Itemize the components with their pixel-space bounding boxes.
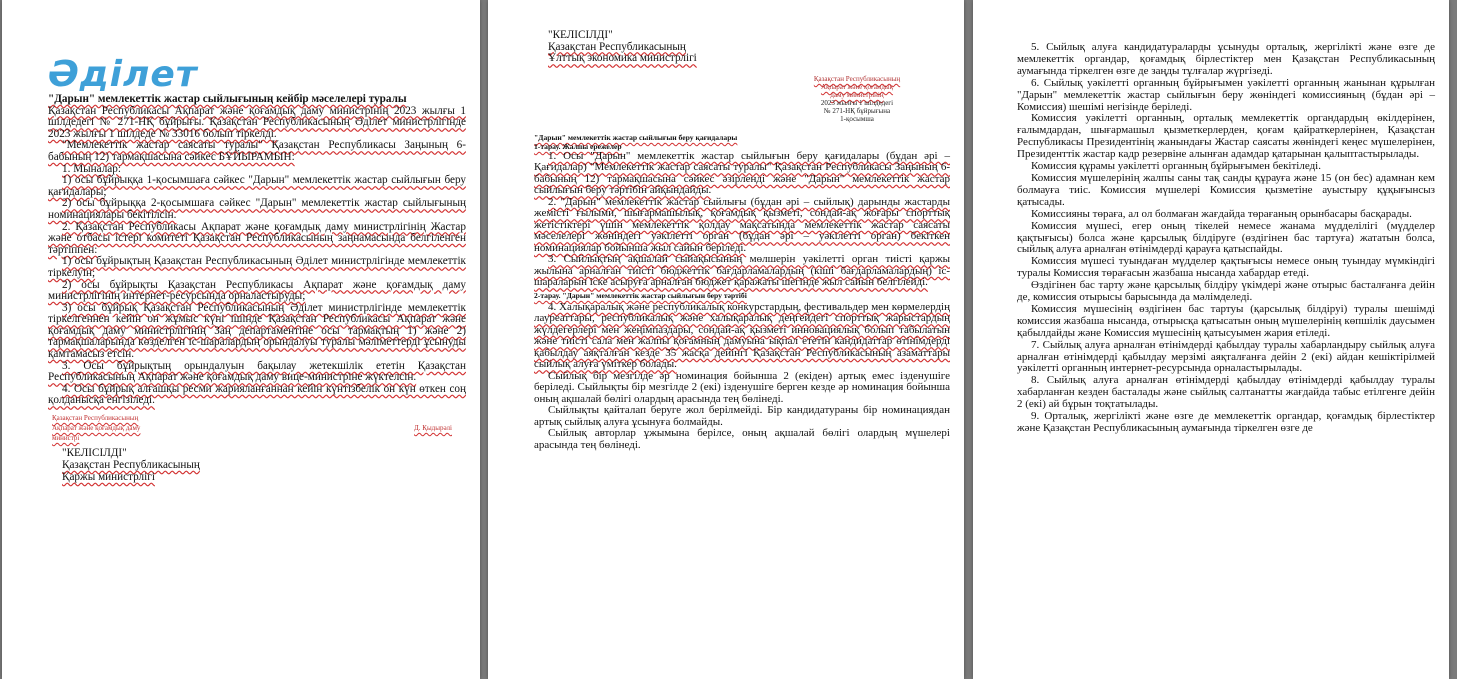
order-item: 1) осы бұйрықтың Қазақстан Республикасының Әділет министрлігінде мемлекеттік тіркелуін; (48, 255, 466, 279)
rule-paragraph: Комиссия мүшесінің өздігінен бас тартуы (қарсылық білдіруі) туралы шешімді комиссия жазбаша нысанда, отырысқа қатысатын оның мүшелерінің көпшілік даусымен қабылдайды және Комиссия мүшесінің қатысуымен жария етіледі. (1017, 302, 1435, 339)
order-item: 2) осы бұйрықты Қазақстан Республикасы Ақпарат және қоғамдық даму министрлігінің интернет-ресурсында орналастыруды; (48, 278, 466, 303)
rule-paragraph: 2. "Дарын" мемлекеттік жастар сыйлығы (бұдан әрі – сыйлық) дарынды жастарды жемісті ғылыми, шығармашылық, қоғамдық қызметі, сондай-ақ жоғары спорттық жетістіктері үшін мемлекеттік қолдау мақсатында мемлекеттік жастар саясаты мәселелері жөніндегі уәкілетті орган (бұдан әрі – уәкілетті орган) бекіткен номинациялар бойынша жыл сайын беріледі. (534, 195, 950, 254)
document-page-2 (488, 0, 964, 679)
order-intro: Қазақстан Республикасы Ақпарат және қоғамдық даму министрінің 2023 жылғы 1 шілдедегі № 271-НҚ бұйрығы. Қазақстан Республикасының Әділет министрлігінде 2023 жылғы 1 шілдеде № 33016 болып тіркелді. (48, 104, 466, 140)
adilet-logo: Әділет (48, 54, 198, 95)
rule-paragraph: 3. Сыйлықтың ақшалай сыйақысының мөлшерін уәкілетті орган тиісті қаржы жылына арналған тиісті бюджеттік бағдарламалардың (кіші бағдарламалардың) іс-шараларын іске асыруға арналған бюджет қаражаты шегінде жыл сайын белгілейді. (534, 253, 950, 289)
signature-org: Қазақстан Республикасының (52, 414, 139, 423)
rule-paragraph: Өздігінен бас тарту және қарсылық білдіру үкімдері және отырыс басталғанға дейін де, комиссия отырысы барысында да мәлімделеді. (1017, 279, 1435, 304)
approval-line: № 271-НҚ бұйрығына (823, 106, 891, 115)
approval-line: 2023 жылғы 1 шілдедегі (820, 98, 894, 107)
rule-paragraph: Комиссия құрамы уәкілетті органның бұйрығымен бекітіледі. (1031, 160, 1321, 173)
order-item: 1) осы бұйрыққа 1-қосымшаға сәйкес "Дарын" мемлекеттік жастар сыйлығын беру қағидалары; (48, 174, 466, 198)
approval-line: 1-қосымша (840, 114, 874, 123)
agreed-block (534, 30, 950, 65)
order-item: 4. Осы бұйрық алғашқы ресми жарияланғаннан кейін күнтізбелік он күн өткен соң қолданысқа енгізіледі. (48, 382, 466, 407)
rule-paragraph: Комиссияны төраға, ал ол болмаған жағдайда төрағаның орынбасары басқарады. (1031, 207, 1412, 220)
agreed-org: Қазақстан Республикасының (548, 40, 686, 53)
page2-body (534, 133, 950, 452)
agreed-ministry: Ұлттық экономика министрлігі (548, 52, 697, 65)
rule-paragraph: Сыйлық авторлар ұжымына берілсе, оның ақшалай бөлігі олардың мүшелері арасында тең бөлінеді. (534, 427, 950, 451)
rule-paragraph: Комиссия уәкілетті органның, орталық мемлекеттік органдардың өкілдерінен, ғалымдардан, шығармашыл қызметкерлерден, қоғам қайраткерлерінен, Қазақстан Республикасы Президентінің жанындағы Жастар саясаты жөніндегі кеңес мүшелерінен, Президенттік жастар кадр резервіне алынған адамдар қатарынан қалыптастырылады. (1017, 112, 1435, 161)
order-item: 1. Мыналар: (62, 162, 121, 175)
rule-paragraph: Комиссия мүшелерінің жалпы саны тақ санды құрауға және 15 (он бес) адамнан кем болмауға тиіс. Комиссия мүшелері Комиссия қызметіне ауыстыру құқығынсыз қатысады. (1017, 171, 1435, 208)
approval-line: Ақпарат және қоғамдық (820, 82, 894, 91)
rule-paragraph: Сыйлық бір мезгілде әр номинация бойынша 2 (екіден) артық емес ізденушіге беріледі. Сыйлықты бір мезгілде 2 (екі) ізденушіге берген кезде әр номинация бойынша оның ақшалай бөлігі олардың арасында тең бөлінеді. (534, 369, 950, 405)
approval-line: даму министрінің (830, 90, 884, 99)
order-item: 2) осы бұйрыққа 2-қосымшаға сәйкес "Дарын" мемлекеттік жастар сыйлығының номинациялары бекітілсін. (48, 197, 466, 221)
rule-paragraph: Комиссия мүшесі, егер оның тікелей немесе жанама мүдделілігі (мүдделер қақтығысы) болса және қарсылық білдіруге (өздігінен бас тартуға) жататын болса, сыйлық алуға арналған өтінімдерді қарауға қатыспайды. (1017, 219, 1435, 256)
rule-paragraph: Сыйлықты қайталап беруге жол берілмейді. Бір кандидатураны бір номинациядан артық сыйлық алуға ұсынуға болмайды. (534, 404, 950, 428)
order-item: 3. Осы бұйрықтың орындалуын бақылау жетекшілік ететін Қазақстан Республикасының Ақпарат және қоғамдық даму вице-министріне жүктелсін. (48, 359, 466, 384)
annex-approval-block (764, 75, 950, 123)
agreed-ministry: Қаржы министрлігі (62, 471, 155, 484)
agreed-label: "КЕЛІСІЛДІ" (62, 447, 127, 460)
rule-paragraph: 7. Сыйлық алуға арналған өтінімдерді қабылдау туралы хабарландыру сыйлық алуға арналған өтінімдерді қабылдау мерзімі аяқталғанға дейін 2 (екі) айдан кешіктірілмей уәкілетті органның интернет-ресурсында орналастырылады. (1017, 338, 1435, 375)
rule-paragraph: 1. Осы "Дарын" мемлекеттік жастар сыйлығын беру қағидалары (бұдан әрі – Қағидалар) "Мемлекеттік жастар саясаты туралы" Қазақстан Республикасы Заңының 6-бабының 12) тармақшасына сәйкес әзірленді және "Дарын" мемлекеттік жастар сыйлығын беру тәртібін айқындайды. (534, 149, 950, 197)
rules-title: "Дарын" мемлекеттік жастар сыйлығын беру қағидалары (534, 132, 738, 142)
rule-paragraph: 5. Сыйлық алуға кандидатураларды ұсынуды орталық, жергілікті және өзге де мемлекеттік органдар, қоғамдық бірлестіктер мен Қазақстан Республикасының аумағында тіркелген өзге де заңды тұлғалар жүргізеді. (1017, 41, 1435, 77)
order-item: 3) осы бұйрық Қазақстан Республикасының Әділет министрлігінде мемлекеттік тіркелгеннен кейін он жұмыс күні ішінде Қазақстан Республикасы Ақпарат және қоғамдық даму министрлігінің Заң департаментіне осы тармақтың 1) және 2) тармақшаларында көзделген іс-шаралардың орындалуы туралы мәліметтерді ұсынуды қамтамасыз етсін. (48, 301, 466, 361)
rule-paragraph: 4. Халықаралық және республикалық конкурстардың, фестивальдер мен көрмелердің лауреаттары, республикалық және халықаралық деңгейдегі спорттық жарыстардың жүлдегерлері мен жеңімпаздары, сондай-ақ қызметі инновациялық болып табылатын және тиісті сала мен жалпы қоғамның дамуына ықпал ететін кандидаттар өтінімдерді қабылдау аяқталған кезде 35 жасқа дейінгі Қазақстан Республикасының азаматтары сыйлық алуға үміткер болады. (534, 300, 950, 371)
order-preamble: "Мемлекеттік жастар саясаты туралы" Қазақстан Республикасы Заңының 6-бабының 12) тармақшасына сәйкес БҰЙЫРАМЫН: (48, 139, 466, 163)
approval-line: Қазақстан Республикасының (813, 74, 901, 83)
signature-name: Д. Қыдырәлі (414, 424, 452, 433)
document-page-3 (973, 0, 1449, 679)
order-item: 2. Қазақстан Республикасы Ақпарат және қоғамдық даму министрлігінің Жастар және отбасы істері комитеті Қазақстан Республикасының заңнамасында белгіленген тәртіппен: (48, 220, 466, 256)
signature-title: министрі (52, 434, 80, 443)
document-page-1 (2, 0, 480, 679)
document-title: "Дарын" мемлекеттік жастар сыйлығының кейбір мәселелері туралы (48, 93, 407, 105)
signature-org-2: Ақпарат және қоғамдық даму (52, 424, 141, 433)
chapter-heading: 1-тарау. Жалпы ережелер (534, 141, 622, 151)
page1-body (48, 94, 466, 407)
chapter-heading: 2-тарау. "Дарын" мемлекеттік жастар сыйлығын беру тәртібі (534, 290, 747, 300)
agreed-org: Қазақстан Республикасының (62, 459, 200, 472)
rule-paragraph: Комиссия мүшесі туындаған мүдделер қақтығысы немесе оның туындау мүмкіндігі туралы Комиссия төрағасын жазбаша нысанда хабардар етеді. (1017, 255, 1435, 280)
rule-paragraph: 6. Сыйлық уәкілетті органның бұйрығымен уәкілетті органның жанынан құрылған "Дарын" мемлекеттік жастар сыйлығын беру жөніндегі комиссияның (бұдан әрі – Комиссия) шешімі негізінде беріледі. (1017, 76, 1435, 113)
rule-paragraph: 9. Орталық, жергілікті және өзге де мемлекеттік органдар, қоғамдық бірлестіктер және Қазақстан Республикасының аумағында тіркелген өзге де (1017, 410, 1435, 434)
agreed-label: "КЕЛІСІЛДІ" (548, 29, 613, 41)
agreed-block (48, 447, 466, 483)
rule-paragraph: 8. Сыйлық алуға арналған өтінімдерді қабылдау өтінімдерді қабылдау туралы хабарланған кезден басталады және сыйлық салтанатты жағдайда табыс етілгенге дейін 2 (екі) ай бұрын тоқтатылады. (1017, 374, 1435, 411)
page3-body (1017, 42, 1435, 435)
signature-block (48, 413, 466, 443)
